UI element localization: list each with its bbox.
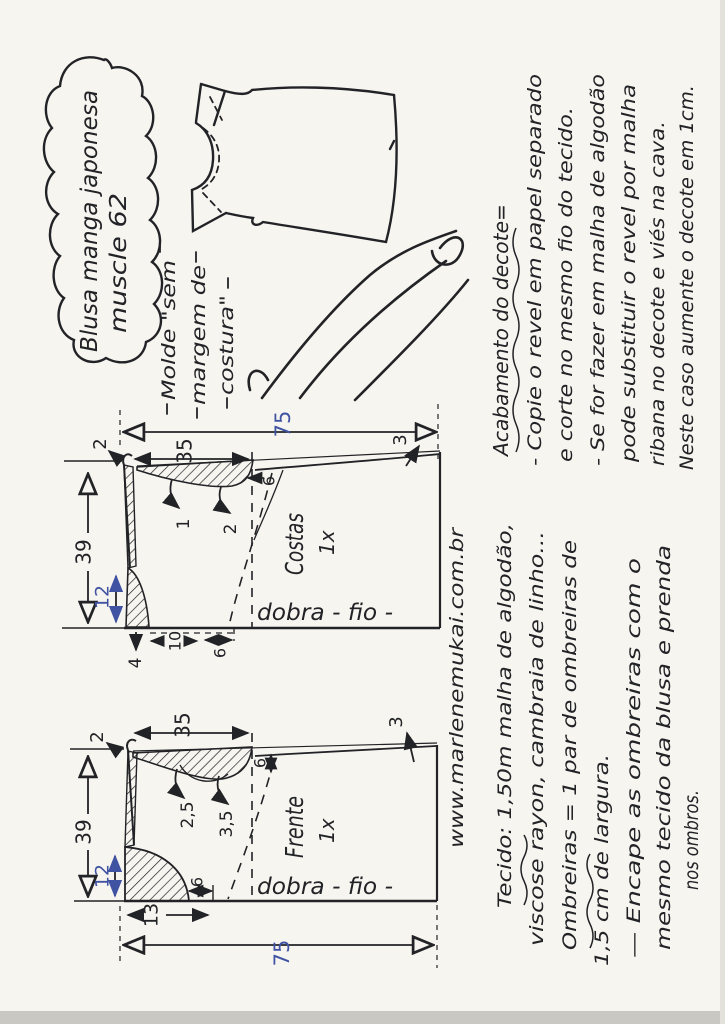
costas-piece-label: Costas [280,491,309,575]
material-line: Tecido: 1,50m malha de algodão, [494,591,516,908]
frente-shoulder-drop-value: 3 [386,716,407,728]
frente-six-top-value: 6 [250,757,270,769]
costas-neck-value: 35 [172,438,197,464]
costas-facing-value-1: 1 [174,518,194,530]
costas-hem-value-10: 10 [165,630,185,652]
decote-line: pode substituir o revel por malha [618,145,640,462]
material-line: nos ombros. [681,772,703,890]
costas-cut-quantity: 1x [315,530,339,555]
material-line: mesmo tecido da blusa e prenda [653,637,675,950]
material-line: 1,5 cm de largura. [591,790,613,966]
costas-neck-end-value: 6 [259,475,279,487]
scan-edge-bottom [0,1011,725,1024]
frente-neck-depth-value: 12 [91,863,114,889]
costas-hem-value-4: 4 [126,657,146,669]
decote-line: Neste caso aumente o decote em 1cm. [676,96,698,470]
decote-heading: Acabamento do decote= [489,206,513,456]
costas-width-value: 75 [271,410,295,438]
costas-facing-value-2: 2 [221,523,241,535]
pattern-title: Blusa manga japonesa [77,90,103,352]
frente-fold-label: dobra - fio - [257,874,393,900]
material-line: — Encape as ombreiras com o [623,668,645,958]
frente-piece-label: Frente [280,776,309,858]
costas-height-value: 39 [71,539,96,565]
frente-six-bottom-value: 6 [187,876,207,888]
frente-height-value: 39 [71,819,96,845]
material-line: viscose rayon, cambraia de linho... [526,614,548,946]
pattern-subtitle: muscle 62 [106,214,132,333]
frente-cut-quantity: 1x [315,818,339,843]
frente-facing-value-b: 3,5 [217,810,237,838]
mold-note-line3: costura" [216,315,238,395]
material-line: Ombreiras = 1 par de ombreiras de [559,610,581,950]
costas-hem-value-6: 6 [210,647,230,659]
decote-line: ribana no decote e viés na cava. [647,156,669,466]
frente-width-value: 75 [270,939,294,967]
decote-line: e corte no mesmo fio do tecido. [555,158,577,462]
costas-fold-label: dobra - fio - [257,600,393,626]
watermark-url: www.marlenemukai.com.br [446,586,468,848]
costas-shoulder-drop-value: 3 [390,434,411,446]
mold-note-line2: margem de [188,294,210,405]
frente-neck-floor-value: 13 [140,902,163,928]
frente-neck-value: 35 [170,712,195,738]
costas-shoulder-up-value: 2 [90,438,111,450]
costas-side-value: 12 [91,584,114,610]
mold-note-line1: Molde "sem [158,288,180,400]
frente-shoulder-up-value: 2 [87,731,108,743]
decote-line: - Se for fazer em malha de algodão [587,130,609,466]
scan-edge-right [720,0,725,1024]
frente-facing-value-a: 2,5 [178,801,198,829]
decote-line: - Copie o revel em papel separado [524,138,546,466]
